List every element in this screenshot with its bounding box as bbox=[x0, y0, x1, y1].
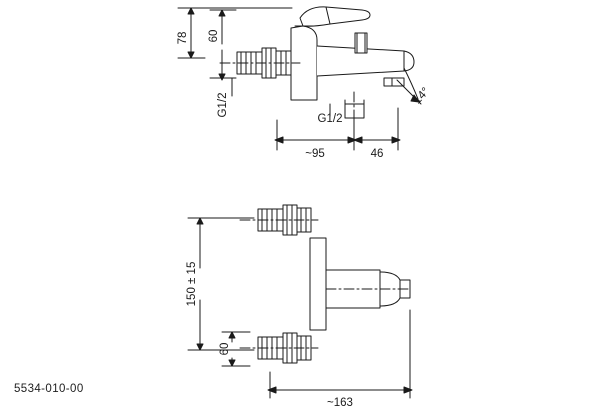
front-elevation-view bbox=[188, 205, 412, 398]
label-angle-14: 14° bbox=[411, 85, 433, 107]
side-elevation-view bbox=[178, 7, 421, 150]
label-95: ~95 bbox=[305, 148, 325, 160]
label-60-lower: 60 bbox=[219, 342, 231, 356]
mixer-body-side bbox=[291, 7, 414, 118]
label-g12-left: G1/2 bbox=[217, 92, 229, 118]
part-number-label: 5534-010-00 bbox=[14, 383, 84, 395]
upper-inlet-front bbox=[240, 205, 318, 235]
lower-inlet-front bbox=[240, 333, 318, 363]
label-78: 78 bbox=[177, 31, 189, 45]
mixer-body-front bbox=[310, 238, 410, 330]
inlet-connector-side bbox=[220, 48, 300, 78]
label-163: ~163 bbox=[327, 397, 353, 409]
label-46: 46 bbox=[370, 148, 384, 160]
dimension-60 bbox=[210, 10, 236, 80]
label-g12-bottom: G1/2 bbox=[317, 113, 343, 125]
label-150: 150 ± 15 bbox=[186, 261, 198, 307]
label-60: 60 bbox=[208, 29, 220, 43]
